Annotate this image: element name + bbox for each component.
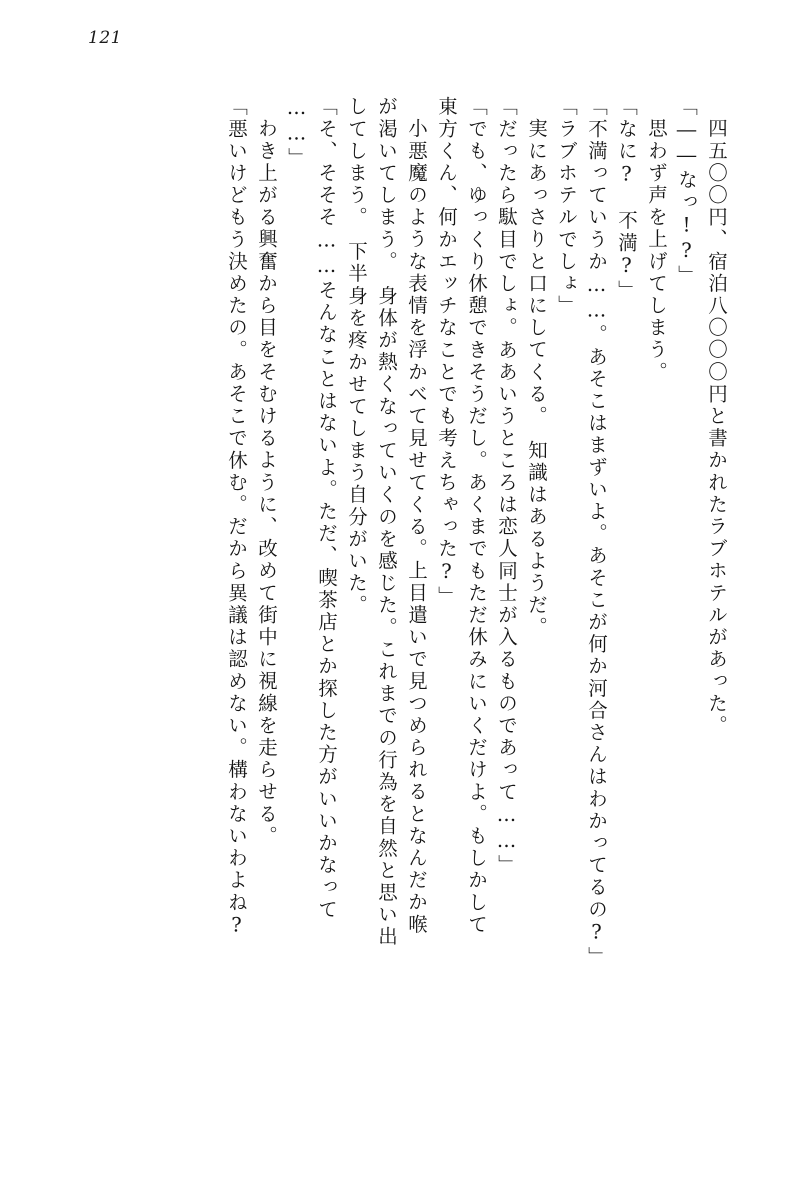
text-line: 「ラブホテルでしょ」: [555, 96, 578, 317]
text-line: 小悪魔のような表情を浮かべて見せてくる。上目遣いで見つめられるとなんだか喉: [405, 118, 428, 936]
text-line: 「――なっ!?」: [675, 96, 698, 287]
text-line: 四五〇〇円、宿泊八〇〇〇円と書かれたラブホテルがあった。: [705, 118, 728, 737]
text-line: してしまう。 下半身を疼かせてしまう自分がいた。: [345, 96, 368, 617]
text-line: わき上がる興奮から目をそむけるように、改めて街中に視線を走らせる。: [255, 118, 278, 848]
text-line: 「でも、ゆっくり休憩できそうだし。あくまでもただ休みにいくだけよ。もしかして: [465, 96, 488, 936]
text-line: 「そ、そそそ……そんなことはないよ。ただ、喫茶店とか探した方がいいかなって: [315, 96, 338, 921]
text-line: 「だったら駄目でしょ。ああいうところは恋人同士が入るものであって……」: [495, 96, 518, 877]
text-line: 思わず声を上げてしまう。: [645, 118, 668, 384]
text-line: 実にあっさりと口にしてくる。 知識はあるようだ。: [525, 118, 548, 639]
text-line: が渇いてしまう。 身体が熱くなっていくのを感じた。これまでの行為を自然と思い出: [375, 96, 398, 949]
text-line: ……」: [285, 96, 308, 170]
text-line: 「不満っていうか……。あそこはまずいよ。あそこが何か河合さんはわかってるの?」: [585, 96, 608, 969]
page-number: 121: [88, 28, 122, 48]
text-line: 東方くん、何かエッチなことでも考えちゃった?」: [435, 96, 458, 608]
vertical-text-body: [66, 96, 726, 1146]
text-line: 「悪いけどもう決めたの。あそこで休む。だから異議は認めない。構わないわよね?: [225, 96, 248, 940]
text-line: 「なに? 不満?」: [615, 96, 638, 302]
